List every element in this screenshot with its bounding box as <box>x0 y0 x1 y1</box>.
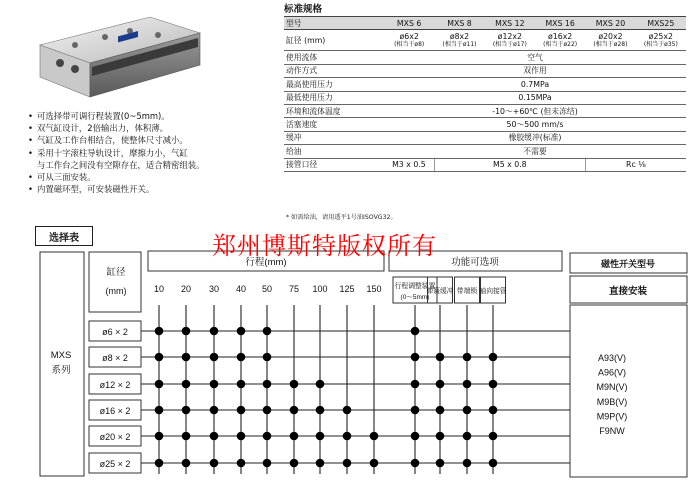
stroke-available-dot <box>210 406 219 415</box>
stroke-available-dot <box>182 459 191 468</box>
function-available-dot <box>463 432 472 441</box>
stroke-available-dot <box>182 353 191 362</box>
switch-list-box <box>570 305 687 477</box>
selection-title: 选择表 <box>35 226 93 246</box>
stroke-available-dot <box>343 406 352 415</box>
stroke-tick-label: 75 <box>288 284 300 294</box>
stroke-available-dot <box>237 327 246 336</box>
function-available-dot <box>411 327 420 336</box>
spec-row-label: 最高使用压力 <box>284 78 384 91</box>
feature-item: • 内置磁环型，可安装磁性开关。 <box>28 184 155 195</box>
function-option-label: 弹簧缓冲 <box>426 288 454 295</box>
stroke-tick-label: 20 <box>180 284 192 294</box>
model-box <box>40 252 84 476</box>
stroke-available-dot <box>182 380 191 389</box>
bore-row-label: ø8 × 2 <box>102 353 128 363</box>
switch-subheader: 直接安装 <box>608 286 648 297</box>
function-available-dot <box>463 459 472 468</box>
spec-port-value: M5 x 0.8 <box>434 158 585 171</box>
function-available-dot <box>436 353 445 362</box>
spec-model: MXS25 <box>636 17 686 30</box>
spec-row-value: 50～500 mm/s <box>384 118 686 131</box>
function-available-dot <box>436 406 445 415</box>
stroke-available-dot <box>210 432 219 441</box>
model-label: MXS <box>50 350 72 361</box>
function-option-label: 带端锁 <box>456 288 478 295</box>
function-available-dot <box>436 380 445 389</box>
stroke-available-dot <box>237 432 246 441</box>
function-option-label: 轴向接管 <box>479 288 507 295</box>
bore-row-label: ø6 × 2 <box>102 327 128 337</box>
switch-model: M9N(V) <box>596 382 628 393</box>
spec-row-label: 缸径 (mm) <box>284 30 384 51</box>
function-option-label: (0～5mm) <box>400 294 430 301</box>
bore-row-label: ø25 × 2 <box>99 459 131 469</box>
switch-model: A93(V) <box>597 353 627 363</box>
spec-row-value: 橡胶缓冲(标准) <box>384 131 686 144</box>
stroke-available-dot <box>210 459 219 468</box>
switch-model: M9P(V) <box>596 411 628 422</box>
stroke-tick-label: 30 <box>208 284 220 294</box>
spec-row-value: 双作用 <box>384 64 686 77</box>
spec-model: MXS 6 <box>384 17 434 30</box>
stroke-available-dot <box>370 459 379 468</box>
stroke-available-dot <box>343 459 352 468</box>
switch-model: F9NW <box>599 426 625 436</box>
stroke-available-dot <box>263 353 272 362</box>
stroke-available-dot <box>182 432 191 441</box>
stroke-available-dot <box>237 380 246 389</box>
spec-row-label: 给油 <box>284 145 384 158</box>
function-header: 功能可选项 <box>451 257 499 268</box>
bore-unit: (mm) <box>105 286 127 296</box>
function-available-dot <box>463 380 472 389</box>
stroke-available-dot <box>155 327 164 336</box>
spec-title: 标准规格 <box>284 4 323 15</box>
feature-item: • 可从三面安装。 <box>28 172 96 183</box>
stroke-header: 行程(mm) <box>245 257 287 268</box>
stroke-available-dot <box>263 432 272 441</box>
function-available-dot <box>463 406 472 415</box>
function-available-dot <box>489 459 498 468</box>
feature-item: • 双气缸设计，2倍输出力，体积薄。 <box>28 123 168 134</box>
stroke-available-dot <box>263 406 272 415</box>
stroke-available-dot <box>263 459 272 468</box>
function-available-dot <box>463 353 472 362</box>
switch-model: A96(V) <box>597 367 627 378</box>
bore-row-label: ø12 × 2 <box>99 380 131 390</box>
stroke-tick-label: 50 <box>261 284 273 294</box>
spec-row-label: 环境和流体温度 <box>284 104 384 117</box>
stroke-tick-label: 125 <box>339 284 355 294</box>
stroke-available-dot <box>343 432 352 441</box>
bore-row-label: ø16 × 2 <box>99 406 131 416</box>
stroke-available-dot <box>370 432 379 441</box>
stroke-available-dot <box>290 406 299 415</box>
stroke-available-dot <box>237 406 246 415</box>
spec-bore-cell: ø6x2 (相当于ø8) <box>384 30 434 51</box>
spec-row-value: 0.7MPa <box>384 78 686 91</box>
spec-row-value: -10～+60℃ (但未冻结) <box>384 104 686 117</box>
spec-row-label: 缓冲 <box>284 131 384 144</box>
spec-port-value: M3 x 0.5 <box>384 158 434 171</box>
stroke-available-dot <box>210 327 219 336</box>
series-label: 系列 <box>51 365 71 376</box>
stroke-available-dot <box>316 406 325 415</box>
function-available-dot <box>411 406 420 415</box>
spec-bore-cell: ø20x2 (相当于ø28) <box>585 30 635 51</box>
spec-row-label: 活塞速度 <box>284 118 384 131</box>
function-available-dot <box>436 432 445 441</box>
stroke-tick-label: 40 <box>235 284 247 294</box>
stroke-available-dot <box>210 353 219 362</box>
function-available-dot <box>489 353 498 362</box>
stroke-available-dot <box>237 353 246 362</box>
spec-row-label: 接管口径 <box>284 158 384 171</box>
function-available-dot <box>411 380 420 389</box>
spec-port-value: Rc ⅛ <box>585 158 686 171</box>
stroke-available-dot <box>237 459 246 468</box>
stroke-available-dot <box>155 380 164 389</box>
function-available-dot <box>489 406 498 415</box>
feature-item: • 采用十字滚柱导轨设计，摩擦力小，气缸 <box>28 147 188 158</box>
feature-item-continued: 与工作台之间没有空隙存在，适合精密组装。 <box>37 159 205 170</box>
bore-header-box <box>89 252 141 312</box>
stroke-available-dot <box>316 380 325 389</box>
function-available-dot <box>489 432 498 441</box>
stroke-tick-label: 150 <box>366 284 382 294</box>
spec-row-label: 使用流体 <box>284 51 384 64</box>
spec-model: MXS 8 <box>434 17 484 30</box>
spec-bore-cell: ø16x2 (相当于ø22) <box>535 30 585 51</box>
function-available-dot <box>436 459 445 468</box>
stroke-available-dot <box>290 432 299 441</box>
bore-row-label: ø20 × 2 <box>99 432 131 442</box>
feature-item: • 气缸及工作台相结合，使整体尺寸减小。 <box>28 135 188 146</box>
switch-model: M9B(V) <box>596 396 628 407</box>
spec-bore-cell: ø25x2 (相当于ø35) <box>636 30 686 51</box>
spec-row-value: 空气 <box>384 51 686 64</box>
stroke-available-dot <box>155 432 164 441</box>
stroke-available-dot <box>155 406 164 415</box>
stroke-available-dot <box>290 380 299 389</box>
function-available-dot <box>411 432 420 441</box>
stroke-available-dot <box>263 380 272 389</box>
spec-header-label: 型号 <box>284 17 384 30</box>
feature-item: • 可选择带可调行程装置(0~5mm)。 <box>28 111 170 121</box>
spec-bore-cell: ø12x2 (相当于ø17) <box>485 30 535 51</box>
bore-header: 缸径 <box>106 267 126 278</box>
function-available-dot <box>411 353 420 362</box>
stroke-available-dot <box>182 406 191 415</box>
stroke-available-dot <box>316 459 325 468</box>
stroke-available-dot <box>210 380 219 389</box>
function-available-dot <box>489 380 498 389</box>
function-available-dot <box>411 459 420 468</box>
switch-header: 磁性开关型号 <box>600 259 656 269</box>
spec-row-value: 0.15MPa <box>384 91 686 104</box>
spec-row-label: 动作方式 <box>284 64 384 77</box>
spec-row-value: 不需要 <box>384 145 686 158</box>
spec-model: MXS 16 <box>535 17 585 30</box>
stroke-available-dot <box>316 432 325 441</box>
spec-model: MXS 12 <box>485 17 535 30</box>
stroke-available-dot <box>263 327 272 336</box>
stroke-available-dot <box>182 327 191 336</box>
stroke-tick-label: 10 <box>153 284 165 294</box>
spec-row-label: 最低使用压力 <box>284 91 384 104</box>
function-option-label: 行程调整装置 <box>394 283 436 290</box>
spec-bore-cell: ø8x2 (相当于ø11) <box>434 30 484 51</box>
stroke-available-dot <box>290 459 299 468</box>
spec-model: MXS 20 <box>585 17 635 30</box>
stroke-available-dot <box>155 459 164 468</box>
stroke-tick-label: 100 <box>312 284 328 294</box>
watermark: 郑州博斯特版权所有 <box>212 232 437 260</box>
spec-note: * 如需给油，请用透平1号油ISOVG32。 <box>286 214 397 221</box>
stroke-available-dot <box>155 353 164 362</box>
